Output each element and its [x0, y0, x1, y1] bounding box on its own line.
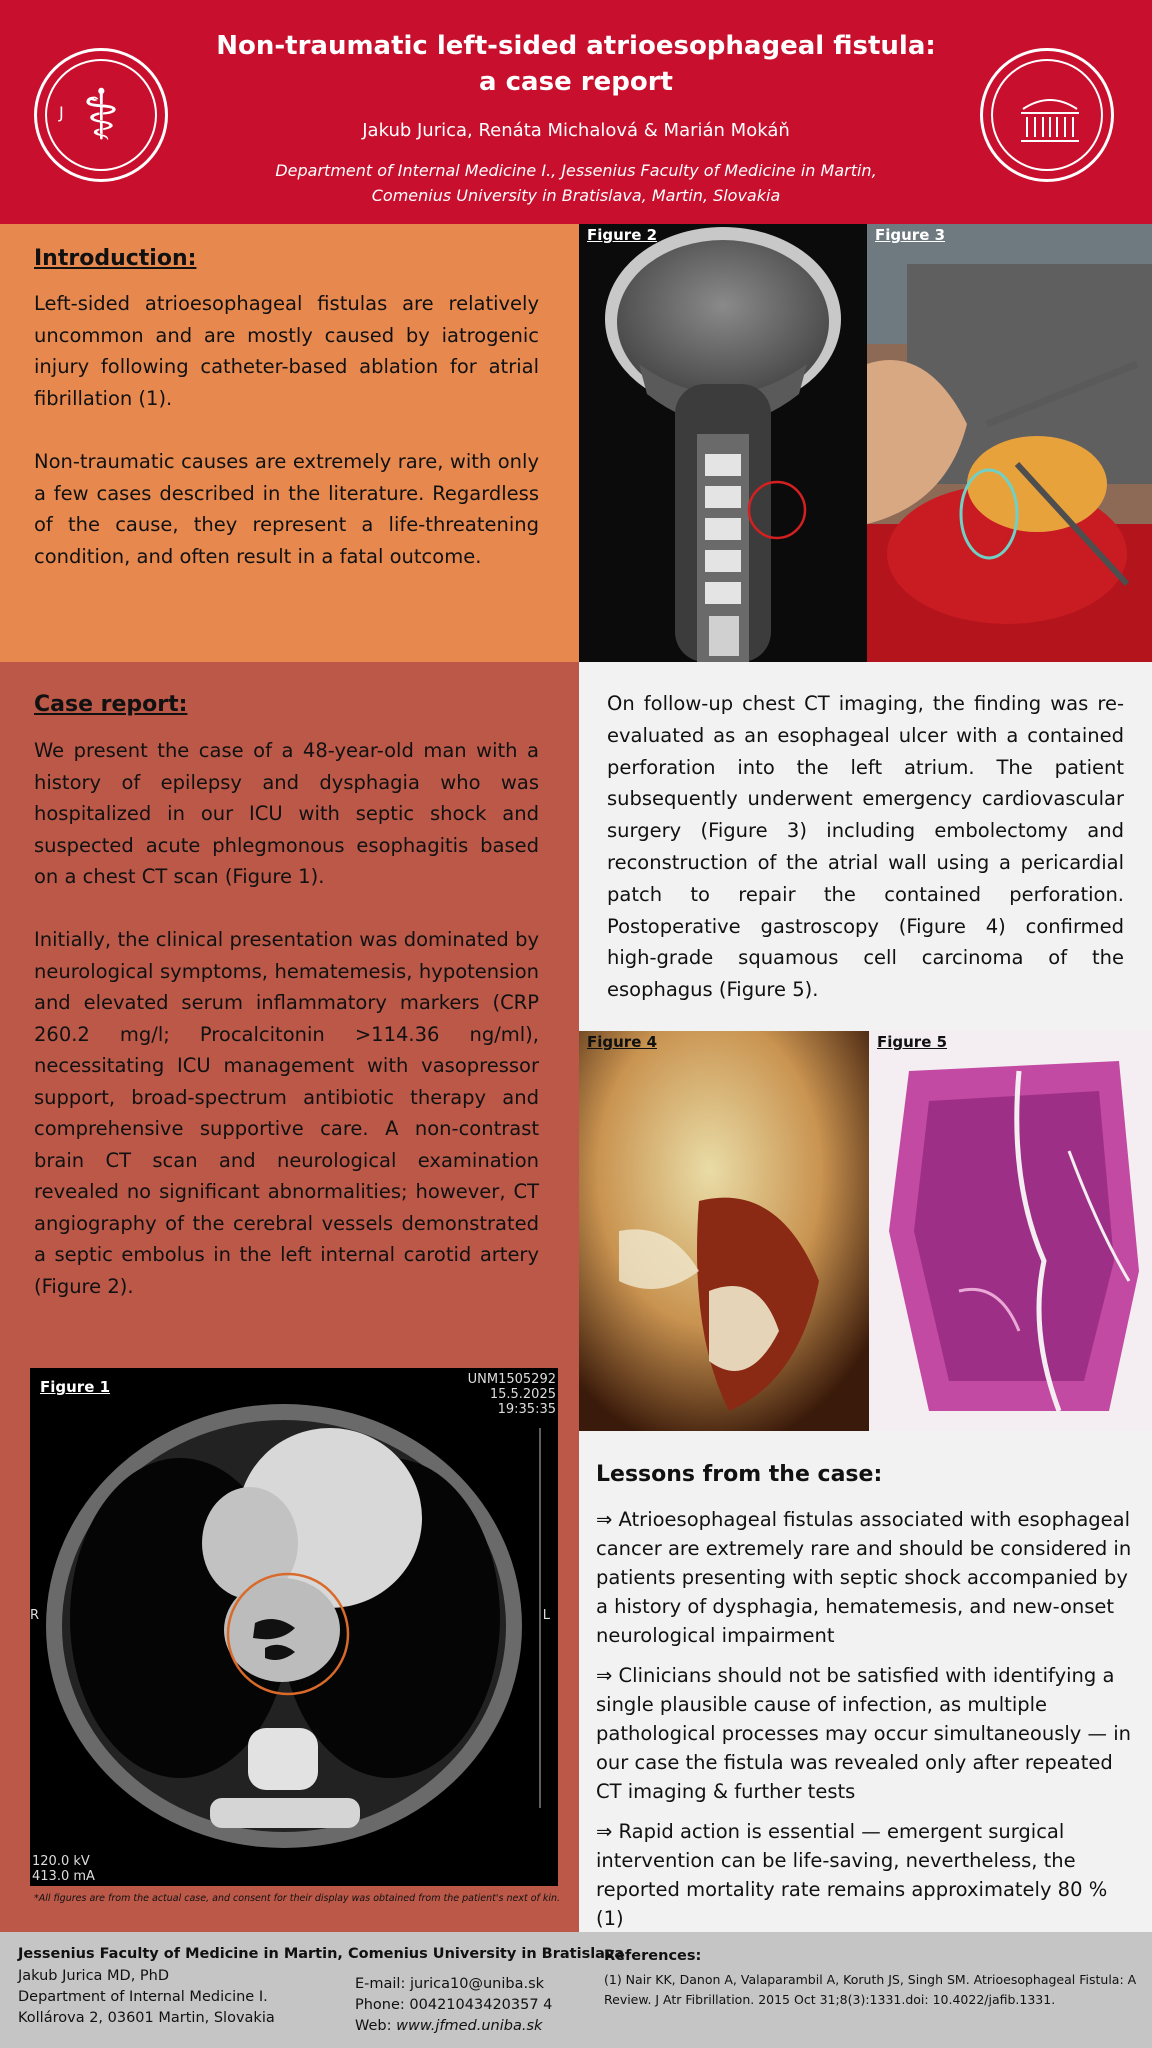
chest-ct-image [30, 1368, 558, 1886]
reference-1: (1) Nair KK, Danon A, Valaparambil A, Koruth JS, Singh SM. Atrioesophageal Fistula: A Review. J Atr Fibrillation. 2015 Oct 31;8(3):1331.doi: 10.4022/jafib.1331. [604, 1972, 1137, 2007]
case-report-paragraph-2: Initially, the clinical presentation was dominated by neurological symptoms, hematemesis, hypotension and elevated serum inflammatory markers (CRP 260.2 mg/l; Procalcitonin >114.36 ng/ml), necessitating ICU management with vasopressor support, broad-spectrum antibiotic therapy and comprehensive supportive care. A non-contrast brain CT scan and neurological examination revealed no significant abnormalities; however, CT angiography of the cerebral vessels demonstrated a septic embolus in the left internal carotid artery (Figure 2). [34, 928, 539, 1298]
ct-side-right: R [30, 1608, 40, 1623]
footer-department: Department of Internal Medicine I. [18, 1989, 268, 2005]
lessons-title: Lessons from the case: [596, 1462, 883, 1487]
figure-4 [579, 1031, 869, 1431]
ct-angiography-image [579, 224, 867, 662]
lesson-item-2: ⇒ Clinicians should not be satisfied with identifying a single plausible cause of infection, as multiple pathological processes may occur simultaneously — in our case the fistula was revealed only after repeated CT imaging & further tests [596, 1664, 1131, 1803]
figure-5 [869, 1031, 1152, 1431]
references-title: References: [604, 1948, 702, 1964]
authors: Jakub Jurica, Renáta Michalová & Marián Mokáň [362, 120, 790, 141]
figures-footnote: *All figures are from the actual case, and consent for their display was obtained from the patient's next of kin. [34, 1893, 561, 1904]
university-logo [980, 48, 1114, 182]
figure-3 [867, 224, 1152, 662]
figure-5-label: Figure 5 [877, 1033, 948, 1051]
introduction-title: Introduction: [34, 246, 197, 271]
case-report-title: Case report: [34, 692, 188, 717]
gastroscopy-image [579, 1031, 869, 1431]
poster-footer [0, 1932, 1152, 2048]
logo-letter: J [59, 103, 64, 122]
footer-web: Web: www.jfmed.uniba.sk [355, 2018, 543, 2034]
footer-phone: Phone: 00421043420357 4 [355, 1997, 553, 2013]
introduction-paragraph-1: Left-sided atrioesophageal fistulas are relatively uncommon and are mostly caused by iatrogenic injury following catheter-based ablation for atrial fibrillation (1). [34, 292, 539, 410]
histology-image [869, 1031, 1152, 1431]
surgery-photo [867, 224, 1152, 662]
figure-2-label: Figure 2 [587, 226, 658, 244]
poster-title: Non-traumatic left-sided atrioesophageal fistula: a case report [216, 31, 936, 97]
footer-web-link[interactable]: www.jfmed.uniba.sk [396, 2018, 543, 2034]
lesson-item-1: ⇒ Atrioesophageal fistulas associated with esophageal cancer are extremely rare and should be considered in patients presenting with septic shock accompanied by a history of dysphagia, hematemesis, and new-onset neurological impairment [596, 1508, 1132, 1647]
ct-side-left: L [542, 1608, 550, 1623]
followup-paragraph: On follow-up chest CT imaging, the finding was re-evaluated as an esophageal ulcer with a contained perforation into the left atrium. The patient subsequently underwent emergency cardiovascular surgery (Figure 3) including embolectomy and reconstruction of the atrial wall using a pericardial patch to repair the contained perforation. Postoperative gastroscopy (Figure 4) confirmed high-grade squamous cell carcinoma of the esophagus (Figure 5). [607, 692, 1124, 1002]
faculty-logo [34, 48, 168, 182]
figure-2 [579, 224, 867, 662]
introduction-section [0, 224, 579, 662]
introduction-paragraph-2: Non-traumatic causes are extremely rare, with only a few cases described in the literature. Regardless of the cause, they represent a life-threatening condition, and often result in a fatal outcome. [34, 450, 539, 568]
figure-3-label: Figure 3 [875, 226, 946, 244]
ct-overlay-params: 120.0 kV 413.0 mA [32, 1854, 95, 1884]
affiliation: Department of Internal Medicine I., Jessenius Faculty of Medicine in Martin, Comenius University in Bratislava, Martin, Slovakia [275, 161, 877, 205]
footer-email: E-mail: jurica10@uniba.sk [355, 1976, 545, 1992]
figure-1-label: Figure 1 [40, 1378, 111, 1396]
case-report-paragraph-1: We present the case of a 48-year-old man with a history of epilepsy and dysphagia who was hospitalized in our ICU with septic shock and suspected acute phlegmonous esophagitis based on a chest CT scan (Figure 1). [34, 739, 539, 888]
lesson-item-3: ⇒ Rapid action is essential — emergent surgical intervention can be life-saving, nevertheless, the reported mortality rate remains approximately 80 % (1) [596, 1820, 1108, 1930]
figure-4-label: Figure 4 [587, 1033, 658, 1051]
poster-header [0, 0, 1152, 224]
ct-overlay-header: UNM1505292 15.5.2025 19:35:35 [467, 1372, 556, 1417]
university-building-icon [983, 51, 1117, 185]
aesculapius-icon: ⚕ [82, 74, 120, 156]
footer-address: Kollárova 2, 03601 Martin, Slovakia [18, 2010, 275, 2026]
footer-institution: Jessenius Faculty of Medicine in Martin, Comenius University in Bratislava [18, 1946, 625, 1962]
figure-1 [30, 1368, 558, 1886]
footer-name: Jakub Jurica MD, PhD [18, 1968, 170, 1984]
